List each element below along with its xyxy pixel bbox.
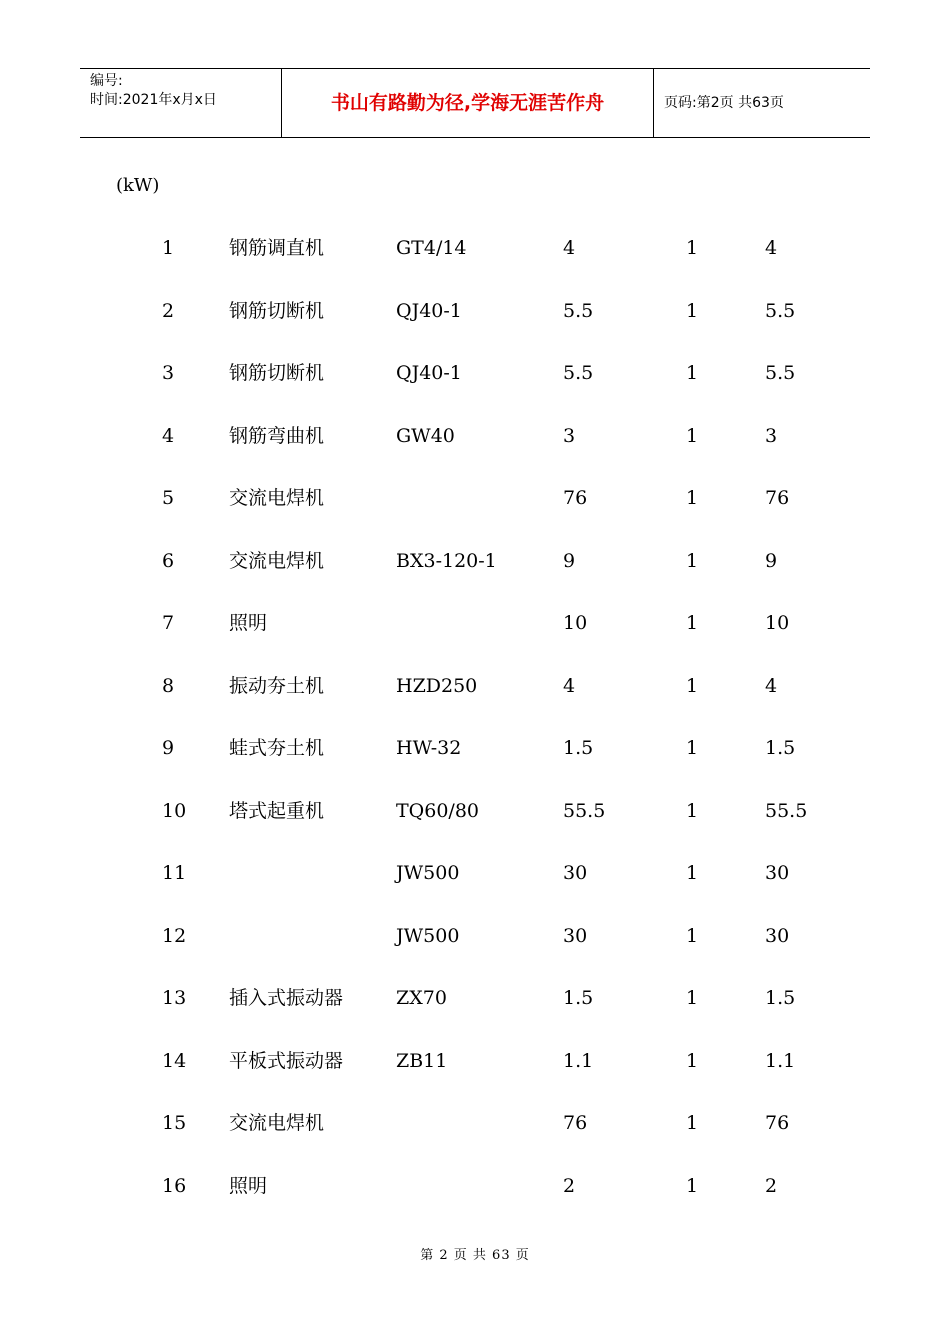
row-number: 6 (162, 549, 175, 572)
row-number: 12 (162, 924, 187, 947)
equipment-name: 照明 (229, 612, 268, 634)
equipment-model: ZB11 (396, 1049, 448, 1072)
rated-power: 76 (563, 487, 588, 509)
quantity: 1 (686, 299, 699, 322)
quantity: 1 (686, 862, 699, 884)
quantity: 1 (686, 487, 699, 509)
total-power: 30 (765, 924, 790, 947)
total-power: 5.5 (765, 299, 796, 322)
table-row (0, 735, 950, 765)
equipment-model: QJ40-1 (396, 362, 462, 384)
equipment-name: 钢筋切断机 (229, 362, 325, 384)
equipment-name: 照明 (229, 1174, 268, 1197)
equipment-model: HW-32 (396, 737, 462, 759)
header-middle-cell (282, 69, 654, 137)
equipment-model: QJ40-1 (396, 299, 462, 322)
row-number: 15 (162, 1112, 187, 1134)
total-power: 10 (765, 612, 790, 634)
quantity: 1 (686, 424, 699, 447)
row-number: 9 (162, 737, 175, 759)
table-row (0, 423, 950, 453)
rated-power: 30 (563, 924, 588, 947)
rated-power: 55.5 (563, 799, 606, 822)
equipment-name: 钢筋弯曲机 (229, 424, 325, 447)
rated-power: 5.5 (563, 362, 594, 384)
equipment-model: JW500 (396, 924, 460, 947)
row-number: 1 (162, 237, 175, 259)
quantity: 1 (686, 924, 699, 947)
equipment-model: GT4/14 (396, 237, 467, 259)
total-power: 76 (765, 487, 790, 509)
rated-power: 5.5 (563, 299, 594, 322)
row-number: 4 (162, 424, 175, 447)
equipment-model: TQ60/80 (396, 799, 480, 822)
document-time-label: 时间:2021年x月x日 (90, 92, 217, 108)
total-power: 3 (765, 424, 778, 447)
row-number: 5 (162, 487, 175, 509)
table-row (0, 673, 950, 703)
quantity: 1 (686, 362, 699, 384)
quantity: 1 (686, 1049, 699, 1072)
header-right-cell (654, 69, 870, 137)
rated-power: 2 (563, 1174, 576, 1197)
row-number: 16 (162, 1174, 187, 1197)
table-row (0, 298, 950, 328)
total-power: 5.5 (765, 362, 796, 384)
total-power: 55.5 (765, 799, 808, 822)
quantity: 1 (686, 1174, 699, 1197)
equipment-name: 塔式起重机 (229, 799, 325, 822)
row-number: 8 (162, 674, 175, 697)
rated-power: 76 (563, 1112, 588, 1134)
table-row (0, 360, 950, 390)
quantity: 1 (686, 674, 699, 697)
header-left-cell (80, 69, 282, 137)
equipment-name: 平板式振动器 (229, 1049, 344, 1072)
table-row (0, 1173, 950, 1203)
row-number: 10 (162, 799, 187, 822)
rated-power: 4 (563, 237, 576, 259)
quantity: 1 (686, 612, 699, 634)
table-row (0, 1048, 950, 1078)
rated-power: 30 (563, 862, 588, 884)
equipment-model: HZD250 (396, 674, 478, 697)
equipment-name: 钢筋切断机 (229, 299, 325, 322)
document-number-label: 编号: (90, 73, 123, 89)
row-number: 13 (162, 987, 187, 1009)
rated-power: 1.5 (563, 737, 594, 759)
page-footer: 第 2 页 共 63 页 (420, 1248, 530, 1263)
total-power: 1.5 (765, 987, 796, 1009)
rated-power: 10 (563, 612, 588, 634)
total-power: 30 (765, 862, 790, 884)
header-page-info: 页码:第2页 共63页 (664, 95, 784, 111)
equipment-model: JW500 (396, 862, 460, 884)
quantity: 1 (686, 737, 699, 759)
equipment-model: BX3-120-1 (396, 549, 497, 572)
table-row (0, 1110, 950, 1140)
total-power: 4 (765, 674, 778, 697)
rated-power: 9 (563, 549, 576, 572)
row-number: 7 (162, 612, 175, 634)
page-header (80, 68, 870, 138)
equipment-model: GW40 (396, 424, 455, 447)
total-power: 1.1 (765, 1049, 796, 1072)
quantity: 1 (686, 549, 699, 572)
row-number: 11 (162, 862, 187, 884)
quantity: 1 (686, 1112, 699, 1134)
table-row (0, 985, 950, 1015)
quantity: 1 (686, 799, 699, 822)
row-number: 2 (162, 299, 175, 322)
equipment-name: 振动夯土机 (229, 674, 325, 697)
equipment-model: ZX70 (396, 987, 447, 1009)
equipment-name: 交流电焊机 (229, 1112, 325, 1134)
rated-power: 1.5 (563, 987, 594, 1009)
unit-label: (kW) (116, 175, 160, 196)
equipment-name: 插入式振动器 (229, 987, 344, 1009)
quantity: 1 (686, 237, 699, 259)
table-row (0, 485, 950, 515)
total-power: 4 (765, 237, 778, 259)
equipment-name: 蛙式夯土机 (229, 737, 325, 759)
table-row (0, 923, 950, 953)
rated-power: 4 (563, 674, 576, 697)
row-number: 14 (162, 1049, 187, 1072)
table-row (0, 610, 950, 640)
total-power: 9 (765, 549, 778, 572)
rated-power: 3 (563, 424, 576, 447)
total-power: 1.5 (765, 737, 796, 759)
total-power: 76 (765, 1112, 790, 1134)
table-row (0, 548, 950, 578)
rated-power: 1.1 (563, 1049, 594, 1072)
header-motto: 书山有路勤为径,学海无涯苦作舟 (330, 92, 605, 114)
table-row (0, 860, 950, 890)
table-row (0, 798, 950, 828)
equipment-name: 交流电焊机 (229, 487, 325, 509)
equipment-name: 交流电焊机 (229, 549, 325, 572)
table-row (0, 235, 950, 265)
equipment-name: 钢筋调直机 (229, 237, 325, 259)
total-power: 2 (765, 1174, 778, 1197)
row-number: 3 (162, 362, 175, 384)
quantity: 1 (686, 987, 699, 1009)
